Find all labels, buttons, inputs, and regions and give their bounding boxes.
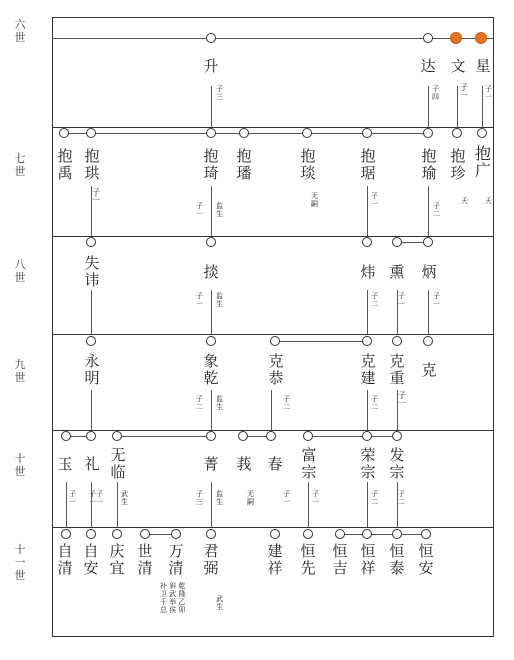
link-fuzong (308, 482, 309, 527)
name-baoyu2: 抱 瑜 (421, 147, 437, 182)
name-wen: 文 (450, 57, 466, 75)
name-xing: 星 (475, 57, 491, 75)
name-junbi: 君 弼 (203, 542, 219, 577)
name-jianxiang: 建 祥 (267, 542, 283, 577)
note-jian-heirless: 无 嗣 (247, 490, 254, 506)
link-kegong (271, 390, 272, 430)
name-hengxian: 恒 先 (300, 542, 316, 577)
link-kejian (367, 390, 368, 430)
name-chun: 春 (267, 455, 283, 473)
link-jing (211, 482, 212, 527)
name-baogong: 抱 珙 (84, 147, 100, 182)
node-jianxiang (270, 529, 280, 539)
name-fazong: 发 宗 (389, 446, 405, 481)
note-xing-sons: 子 一 (485, 85, 492, 101)
link-baoqi (211, 186, 212, 236)
name-baoguang: 抱 广 (474, 144, 491, 180)
node-baoguang (477, 128, 487, 138)
node-wei (362, 237, 372, 247)
node-fazong (392, 431, 402, 441)
note-fuzong-sons: 子 一 (312, 490, 319, 506)
name-tan: 掞 (203, 263, 219, 281)
gen11-line-b (340, 534, 426, 535)
node-kezhong (392, 336, 402, 346)
node-baotan (302, 128, 312, 138)
node-xing-highlight (475, 32, 487, 44)
note-baoguang-died-young: 夭 (485, 197, 492, 205)
node-sheng (206, 33, 216, 43)
name-hengan: 恒 安 (418, 542, 434, 577)
name-fuzong: 富 宗 (301, 446, 317, 481)
name-hengji: 恒 吉 (332, 542, 348, 577)
note-baozhen-died-young: 夭 (461, 197, 468, 205)
node-baoyu (59, 128, 69, 138)
gen10-line-d (308, 436, 397, 437)
name-li: 礼 (84, 455, 100, 473)
name-kejian: 克 建 (360, 352, 376, 387)
node-hengxiang (362, 529, 372, 539)
link-wen (457, 86, 458, 127)
note-chun-sons: 子 一 (283, 490, 290, 506)
name-xun: 熏 (389, 263, 405, 281)
note-baotan-heirless: 无 嗣 (311, 192, 318, 208)
note-baoju-sons: 子 一 (371, 192, 378, 208)
link-wei (367, 290, 368, 334)
gen-divider-9 (52, 334, 494, 335)
name-bing: 炳 (421, 263, 437, 281)
node-yongming (86, 336, 96, 346)
name-jian: 莪 (236, 455, 252, 473)
node-zian (86, 529, 96, 539)
note-yu-sons: 子 一 (69, 490, 76, 506)
node-jian (238, 431, 248, 441)
note-wulin-title: 武 生 (121, 490, 128, 506)
link-rongzong (367, 482, 368, 527)
note-baogong-sons: 子 一 (92, 188, 100, 205)
node-xiangqian (206, 336, 216, 346)
node-junbi (206, 529, 216, 539)
note-wei-sons: 子 二 (371, 292, 378, 308)
name-baozhen: 抱 珍 (450, 147, 466, 182)
link-yu (66, 482, 67, 527)
node-tan (206, 237, 216, 247)
note-da-sons: 子 四 (432, 85, 439, 101)
gen-label-6: 六 世 (14, 18, 26, 44)
node-hengxian (303, 529, 313, 539)
note-baoqi-sons: 子 一 (196, 202, 203, 218)
node-fuzong (303, 431, 313, 441)
gen-label-8: 八 世 (14, 258, 26, 284)
node-kegong (270, 336, 280, 346)
link-yongming (91, 390, 92, 430)
gen9-sib-line (275, 341, 367, 342)
node-baofan (239, 128, 249, 138)
name-jing: 菁 (203, 455, 219, 473)
note-bing-sons: 子 一 (433, 292, 440, 308)
note-tan-sons: 子 一 (196, 292, 203, 308)
link-bing (428, 290, 429, 334)
note-li-sons: 子子 一一 (89, 490, 103, 506)
node-baoyu2 (423, 128, 433, 138)
name-xiangqian: 象 乾 (203, 352, 219, 387)
name-zian: 自 安 (83, 542, 99, 577)
name-hengxiang: 恒 祥 (360, 542, 376, 577)
name-ke: 克 (421, 361, 437, 379)
node-ke (423, 336, 433, 346)
note-xiangqian-sons: 子 二 (196, 395, 203, 411)
link-tan (211, 290, 212, 334)
node-jing (206, 431, 216, 441)
node-qingyi (112, 529, 122, 539)
node-baoqi (206, 128, 216, 138)
note-jing-title: 监 生 (216, 490, 223, 506)
name-qingyi: 庆 宜 (109, 542, 125, 577)
note-junbi-title: 武 生 (216, 595, 223, 611)
note-rongzong-sons: 子 二 (371, 490, 378, 506)
name-hengtai: 恒 泰 (389, 542, 405, 577)
gen10-line-b (117, 436, 211, 437)
node-shiwei (86, 237, 96, 247)
name-baoyu: 抱 禹 (57, 147, 73, 182)
node-wen-highlight (450, 32, 462, 44)
note-xun-sons: 子 一 (398, 292, 405, 308)
link-xing (482, 86, 483, 127)
node-xun (392, 237, 402, 247)
node-ziqing (61, 529, 71, 539)
node-bing (423, 237, 433, 247)
node-kejian (362, 336, 372, 346)
node-yu (61, 431, 71, 441)
note-wen-sons: 子 一 (460, 83, 468, 100)
node-shiqing (140, 529, 150, 539)
name-rongzong: 荣 宗 (360, 446, 376, 481)
node-li (86, 431, 96, 441)
link-sheng (211, 86, 212, 127)
name-baoju: 抱 琚 (360, 147, 376, 182)
note-sheng-sons: 子 三 (216, 85, 223, 101)
note-kegong-sons: 子 二 (283, 395, 290, 411)
name-sheng: 升 (203, 57, 219, 75)
gen-label-11: 十 一 世 (14, 543, 26, 582)
gen-label-10: 十 世 (14, 452, 26, 478)
name-shiwei: 失 讳 (84, 254, 100, 289)
note-baoqi-title: 监 生 (216, 202, 223, 218)
note-bottom-ranks: 补 斜 乾 卫 武 隆 千 举 乙 总 侯 卯 (160, 582, 186, 614)
name-wanqing: 万 清 (168, 542, 184, 577)
note-fazong-sons: 子 二 (398, 490, 405, 506)
node-da (423, 33, 433, 43)
node-wulin (112, 431, 122, 441)
link-xiangqian (211, 390, 212, 430)
name-yu: 玉 (57, 455, 73, 473)
link-baoyu2 (428, 186, 429, 236)
name-kezhong: 克 重 (389, 352, 405, 387)
name-ziqing: 自 清 (57, 542, 73, 577)
name-wei: 炜 (360, 263, 376, 281)
node-baozhen (452, 128, 462, 138)
note-tan-title: 监 生 (216, 292, 223, 308)
name-baofan: 抱 璠 (236, 147, 252, 182)
gen-divider-11 (52, 527, 494, 528)
gen-label-7: 七 世 (14, 152, 26, 178)
node-hengtai (392, 529, 402, 539)
link-baoju (367, 186, 368, 236)
link-shiwei (91, 290, 92, 334)
node-baoju (362, 128, 372, 138)
name-baoqi: 抱 琦 (203, 147, 219, 182)
node-hengji (335, 529, 345, 539)
node-baogong (86, 128, 96, 138)
name-wulin: 无 临 (110, 446, 126, 481)
name-baotan: 抱 琰 (300, 147, 316, 182)
note-kejian-sons: 子 二 (371, 395, 378, 411)
link-da (428, 86, 429, 127)
note-kezhong-sons: 子 一 (398, 391, 406, 408)
node-chun (266, 431, 276, 441)
note-baoyu2-sons: 子 二 (433, 202, 440, 218)
name-shiqing: 世 清 (137, 542, 153, 577)
name-yongming: 永 明 (84, 352, 100, 387)
gen-label-9: 九 世 (14, 358, 26, 384)
note-jing-sons: 子 三 (196, 490, 203, 506)
node-wanqing (171, 529, 181, 539)
link-wulin (117, 482, 118, 527)
note-xiangqian-title: 监 生 (216, 395, 223, 411)
name-kegong: 克 恭 (268, 352, 284, 387)
node-rongzong (362, 431, 372, 441)
node-hengan (421, 529, 431, 539)
name-da: 达 (420, 57, 436, 75)
